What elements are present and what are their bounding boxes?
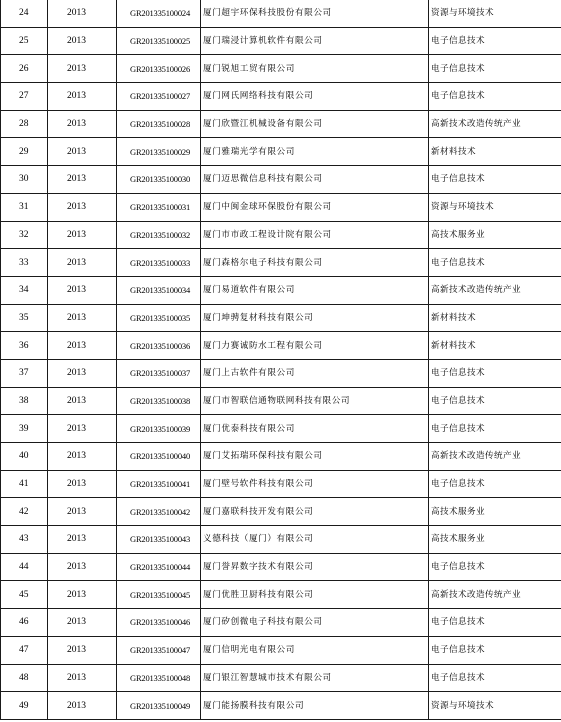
year-cell: 2013 [48, 276, 117, 304]
certificate-number-cell: GR201335100045 [117, 581, 201, 609]
year-cell: 2013 [48, 55, 117, 83]
table-row [1, 221, 561, 249]
row-number-cell: 46 [1, 609, 48, 637]
year-cell: 2013 [48, 221, 117, 249]
year-cell: 2013 [48, 110, 117, 138]
year-cell: 2013 [48, 609, 117, 637]
year-cell: 2013 [48, 581, 117, 609]
table-row [1, 415, 561, 443]
year-cell: 2013 [48, 249, 117, 277]
company-name-cell: 厦门矽创微电子科技有限公司 [201, 609, 429, 637]
certificate-number-cell: GR201335100040 [117, 443, 201, 471]
row-number-cell: 24 [1, 0, 48, 27]
technology-field-cell: 高技术服务业 [429, 221, 561, 249]
technology-field-cell: 电子信息技术 [429, 83, 561, 111]
technology-field-cell: 电子信息技术 [429, 359, 561, 387]
certificate-number-cell: GR201335100038 [117, 387, 201, 415]
table-row [1, 332, 561, 360]
row-number-cell: 31 [1, 193, 48, 221]
technology-field-cell: 电子信息技术 [429, 470, 561, 498]
technology-field-cell: 新材料技术 [429, 304, 561, 332]
technology-field-cell: 电子信息技术 [429, 553, 561, 581]
company-name-cell: 厦门雅瑞光学有限公司 [201, 138, 429, 166]
company-name-cell: 厦门网氏网络科技有限公司 [201, 83, 429, 111]
technology-field-cell: 电子信息技术 [429, 387, 561, 415]
certificate-number-cell: GR201335100027 [117, 83, 201, 111]
row-number-cell: 38 [1, 387, 48, 415]
year-cell: 2013 [48, 138, 117, 166]
year-cell: 2013 [48, 0, 117, 27]
company-name-cell: 厦门市市政工程设计院有限公司 [201, 221, 429, 249]
certificate-number-cell: GR201335100041 [117, 470, 201, 498]
table-row [1, 359, 561, 387]
technology-field-cell: 电子信息技术 [429, 636, 561, 664]
company-name-cell: 厦门瑞浸计算机软件有限公司 [201, 27, 429, 55]
table-row [1, 138, 561, 166]
year-cell: 2013 [48, 692, 117, 720]
table-row [1, 553, 561, 581]
certificate-number-cell: GR201335100034 [117, 276, 201, 304]
year-cell: 2013 [48, 443, 117, 471]
table-row [1, 387, 561, 415]
row-number-cell: 45 [1, 581, 48, 609]
row-number-cell: 37 [1, 359, 48, 387]
company-name-cell: 厦门壁号软件科技有限公司 [201, 470, 429, 498]
company-name-cell: 厦门信明光电有限公司 [201, 636, 429, 664]
certificate-number-cell: GR201335100037 [117, 359, 201, 387]
table-row [1, 609, 561, 637]
row-number-cell: 40 [1, 443, 48, 471]
company-name-cell: 厦门银江智慧城市技术有限公司 [201, 664, 429, 692]
certificate-number-cell: GR201335100042 [117, 498, 201, 526]
year-cell: 2013 [48, 166, 117, 194]
table-row [1, 27, 561, 55]
year-cell: 2013 [48, 27, 117, 55]
row-number-cell: 30 [1, 166, 48, 194]
row-number-cell: 28 [1, 110, 48, 138]
certificate-number-cell: GR201335100026 [117, 55, 201, 83]
company-name-cell: 厦门迈思微信息科技有限公司 [201, 166, 429, 194]
year-cell: 2013 [48, 332, 117, 360]
technology-field-cell: 高新技术改造传统产业 [429, 276, 561, 304]
technology-field-cell: 电子信息技术 [429, 166, 561, 194]
technology-field-cell: 高新技术改造传统产业 [429, 581, 561, 609]
year-cell: 2013 [48, 498, 117, 526]
table-row [1, 193, 561, 221]
table-row [1, 443, 561, 471]
certificate-number-cell: GR201335100046 [117, 609, 201, 637]
technology-field-cell: 电子信息技术 [429, 55, 561, 83]
table-row [1, 664, 561, 692]
table-row [1, 581, 561, 609]
company-name-cell: 厦门中闽金球环保股份有限公司 [201, 193, 429, 221]
row-number-cell: 47 [1, 636, 48, 664]
row-number-cell: 43 [1, 526, 48, 554]
table-row [1, 276, 561, 304]
company-name-cell: 厦门艾拓瑞环保科技有限公司 [201, 443, 429, 471]
certificate-number-cell: GR201335100047 [117, 636, 201, 664]
technology-field-cell: 电子信息技术 [429, 27, 561, 55]
company-name-cell: 厦门超宇环保科技股份有限公司 [201, 0, 429, 27]
technology-field-cell: 资源与环境技术 [429, 193, 561, 221]
table-row [1, 83, 561, 111]
row-number-cell: 34 [1, 276, 48, 304]
row-number-cell: 39 [1, 415, 48, 443]
technology-field-cell: 高技术服务业 [429, 526, 561, 554]
year-cell: 2013 [48, 83, 117, 111]
certificate-number-cell: GR201335100024 [117, 0, 201, 27]
table-row [1, 0, 561, 27]
year-cell: 2013 [48, 664, 117, 692]
certificate-number-cell: GR201335100032 [117, 221, 201, 249]
certificate-number-cell: GR201335100044 [117, 553, 201, 581]
table-row [1, 110, 561, 138]
certificate-number-cell: GR201335100025 [117, 27, 201, 55]
company-name-cell: 厦门优泰科技有限公司 [201, 415, 429, 443]
technology-field-cell: 电子信息技术 [429, 415, 561, 443]
row-number-cell: 48 [1, 664, 48, 692]
year-cell: 2013 [48, 193, 117, 221]
technology-field-cell: 资源与环境技术 [429, 0, 561, 27]
certificate-number-cell: GR201335100035 [117, 304, 201, 332]
technology-field-cell: 高新技术改造传统产业 [429, 443, 561, 471]
year-cell: 2013 [48, 415, 117, 443]
table-row [1, 55, 561, 83]
row-number-cell: 27 [1, 83, 48, 111]
company-name-cell: 厦门能扬膜科技有限公司 [201, 692, 429, 720]
company-name-cell: 厦门上古软件有限公司 [201, 359, 429, 387]
technology-field-cell: 资源与环境技术 [429, 692, 561, 720]
technology-field-cell: 高技术服务业 [429, 498, 561, 526]
row-number-cell: 29 [1, 138, 48, 166]
company-name-cell: 厦门锐旭工贸有限公司 [201, 55, 429, 83]
year-cell: 2013 [48, 636, 117, 664]
row-number-cell: 36 [1, 332, 48, 360]
year-cell: 2013 [48, 304, 117, 332]
certificate-number-cell: GR201335100031 [117, 193, 201, 221]
certificate-number-cell: GR201335100030 [117, 166, 201, 194]
row-number-cell: 32 [1, 221, 48, 249]
row-number-cell: 49 [1, 692, 48, 720]
row-number-cell: 35 [1, 304, 48, 332]
certificate-number-cell: GR201335100049 [117, 692, 201, 720]
year-cell: 2013 [48, 387, 117, 415]
table-row [1, 304, 561, 332]
year-cell: 2013 [48, 553, 117, 581]
company-name-cell: 义德科技（厦门）有限公司 [201, 526, 429, 554]
company-name-cell: 厦门市智联信通物联网科技有限公司 [201, 387, 429, 415]
table-row [1, 498, 561, 526]
company-name-cell: 厦门力赛诚防水工程有限公司 [201, 332, 429, 360]
table-row [1, 249, 561, 277]
table-row [1, 166, 561, 194]
row-number-cell: 25 [1, 27, 48, 55]
year-cell: 2013 [48, 470, 117, 498]
company-name-cell: 厦门欣暨江机械设备有限公司 [201, 110, 429, 138]
table-body [1, 0, 561, 719]
certificate-number-cell: GR201335100028 [117, 110, 201, 138]
table-row [1, 470, 561, 498]
certificate-number-cell: GR201335100043 [117, 526, 201, 554]
technology-field-cell: 新材料技术 [429, 332, 561, 360]
certificate-number-cell: GR201335100029 [117, 138, 201, 166]
row-number-cell: 41 [1, 470, 48, 498]
certificate-number-cell: GR201335100039 [117, 415, 201, 443]
company-name-cell: 厦门誉昇数字技术有限公司 [201, 553, 429, 581]
company-name-cell: 厦门优胜卫厨科技有限公司 [201, 581, 429, 609]
row-number-cell: 42 [1, 498, 48, 526]
year-cell: 2013 [48, 526, 117, 554]
technology-field-cell: 电子信息技术 [429, 609, 561, 637]
certificate-number-cell: GR201335100033 [117, 249, 201, 277]
technology-field-cell: 电子信息技术 [429, 249, 561, 277]
table-row [1, 692, 561, 720]
row-number-cell: 33 [1, 249, 48, 277]
year-cell: 2013 [48, 359, 117, 387]
company-name-cell: 厦门森格尔电子科技有限公司 [201, 249, 429, 277]
company-name-cell: 厦门坤骋复材科技有限公司 [201, 304, 429, 332]
company-name-cell: 厦门嘉联科技开发有限公司 [201, 498, 429, 526]
company-name-cell: 厦门易道软件有限公司 [201, 276, 429, 304]
row-number-cell: 26 [1, 55, 48, 83]
table-row [1, 636, 561, 664]
certificate-number-cell: GR201335100048 [117, 664, 201, 692]
certificate-number-cell: GR201335100036 [117, 332, 201, 360]
technology-field-cell: 高新技术改造传统产业 [429, 110, 561, 138]
row-number-cell: 44 [1, 553, 48, 581]
technology-field-cell: 电子信息技术 [429, 664, 561, 692]
technology-field-cell: 新材料技术 [429, 138, 561, 166]
table-row [1, 526, 561, 554]
